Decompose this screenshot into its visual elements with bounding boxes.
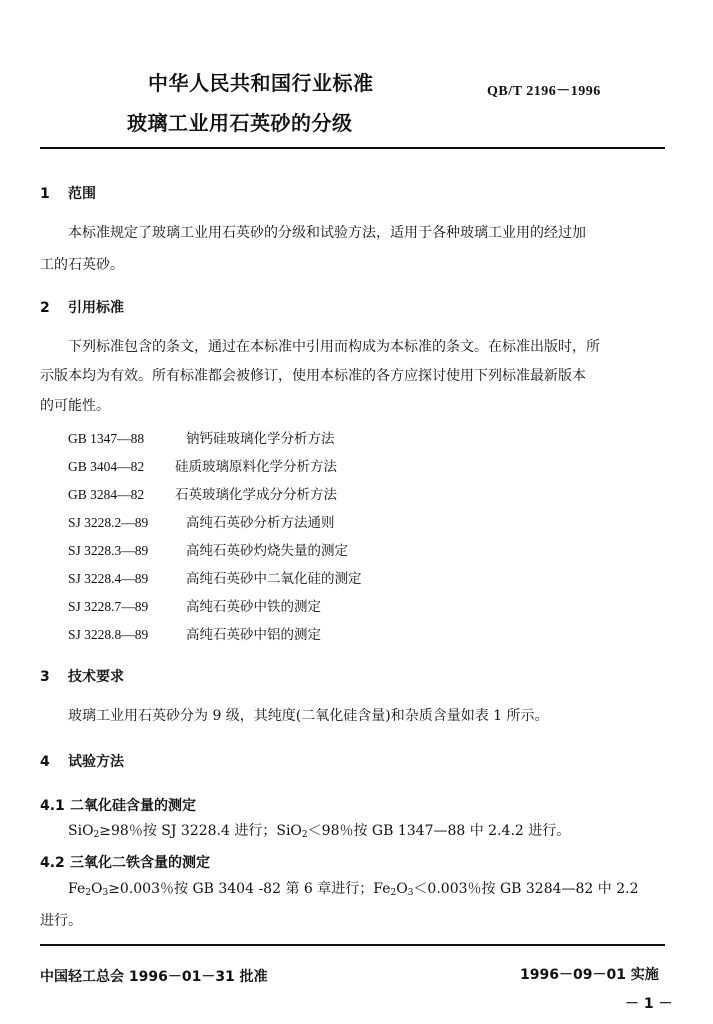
- reference-item: [68, 623, 321, 643]
- subsection-4-1-heading: [40, 795, 196, 815]
- reference-title: 硅质玻璃原料化学分析方法: [175, 459, 337, 475]
- formula-text: ≥0.003％按 GB 3404 -82 第 6 章进行；Fe: [108, 881, 391, 897]
- section-4-heading: [40, 751, 124, 771]
- reference-title: 高纯石英砂中二氧化硅的测定: [186, 571, 362, 587]
- formula-subscript: 2: [93, 830, 100, 840]
- section-2-heading: [40, 297, 124, 317]
- section-2-paragraph-line2: 示版本均为有效。所有标准都会被修订，使用本标准的各方应探讨使用下列标准最新版本: [40, 368, 586, 384]
- section-2-paragraph-line1: 下列标准包含的条文，通过在本标准中引用而构成为本标准的条文。在标准出版时，所: [68, 339, 600, 355]
- reference-title: 高纯石英砂中铝的测定: [186, 627, 321, 643]
- section-4-number: 4: [40, 754, 50, 770]
- standard-code: QB/T 2196－1996: [487, 84, 601, 99]
- reference-code: SJ 3228.8—89: [68, 627, 149, 642]
- subsection-4-2-number: 4.2: [40, 855, 65, 871]
- formula-text: Fe: [68, 881, 86, 897]
- reference-item: [68, 539, 348, 559]
- subsection-4-1-number: 4.1: [40, 798, 65, 814]
- subsection-4-1-title: 二氧化硅含量的测定: [70, 798, 196, 814]
- formula-text: SiO: [68, 823, 94, 839]
- formula-text: ＜98％按 GB 1347—88 中 2.4.2 进行。: [307, 823, 571, 839]
- section-1-number: 1: [40, 186, 50, 202]
- approval-line: 中国轻工总会 1996－01－31 批准: [40, 969, 268, 985]
- page-number: － 1 －: [625, 996, 673, 1012]
- reference-item: [68, 427, 335, 447]
- formula-subscript: 3: [102, 888, 109, 898]
- effective-date: 1996－09－01 实施: [520, 967, 659, 983]
- document-title: 玻璃工业用石英砂的分级: [127, 111, 353, 135]
- formula-subscript: 2: [301, 830, 308, 840]
- section-4-title: 试验方法: [68, 754, 124, 770]
- reference-item: [68, 483, 337, 503]
- reference-code: SJ 3228.2—89: [68, 515, 149, 530]
- section-1-paragraph-line2: 工的石英砂。: [40, 257, 124, 273]
- header-rule: [40, 147, 665, 149]
- reference-code: GB 3404—82: [68, 459, 145, 474]
- footer-rule: [40, 944, 665, 946]
- formula-text: ＜0.003％按 GB 3284—82 中 2.2: [413, 881, 639, 897]
- formula-text: ≥98％按 SJ 3228.4 进行；SiO: [99, 823, 302, 839]
- section-1-title: 范围: [68, 186, 96, 202]
- reference-title: 高纯石英砂中铁的测定: [186, 599, 321, 615]
- reference-title: 石英玻璃化学成分分析方法: [175, 487, 337, 503]
- reference-code: SJ 3228.4—89: [68, 571, 149, 586]
- reference-code: SJ 3228.3—89: [68, 543, 149, 558]
- section-2-title: 引用标准: [68, 300, 124, 316]
- formula-subscript: 3: [407, 888, 414, 898]
- subsection-4-1-text: [68, 822, 570, 844]
- reference-code: SJ 3228.7—89: [68, 599, 149, 614]
- reference-code: GB 3284—82: [68, 487, 145, 502]
- section-3-heading: [40, 666, 124, 686]
- subsection-4-2-heading: [40, 852, 210, 872]
- formula-text: O: [90, 881, 103, 897]
- section-3-number: 3: [40, 669, 50, 685]
- subsection-4-2-text-line1: [68, 880, 639, 902]
- section-3-title: 技术要求: [68, 669, 124, 685]
- section-2-number: 2: [40, 300, 50, 316]
- reference-item: [68, 511, 335, 531]
- formula-text: O: [396, 881, 408, 897]
- reference-title: 钠钙硅玻璃化学分析方法: [186, 431, 335, 447]
- formula-subscript: 2: [390, 888, 397, 898]
- section-2-paragraph-line3: 的可能性。: [40, 398, 110, 414]
- subsection-4-2-text-line2: 进行。: [40, 913, 82, 929]
- section-1-paragraph-line1: 本标准规定了玻璃工业用石英砂的分级和试验方法，适用于各种玻璃工业用的经过加: [68, 225, 586, 241]
- section-3-paragraph: 玻璃工业用石英砂分为 9 级，其纯度(二氧化硅含量)和杂质含量如表 1 所示。: [68, 708, 549, 724]
- section-1-heading: [40, 183, 96, 203]
- industry-standard-heading: 中华人民共和国行业标准: [148, 71, 374, 95]
- reference-title: 高纯石英砂分析方法通则: [186, 515, 335, 531]
- reference-item: [68, 595, 321, 615]
- reference-item: [68, 567, 362, 587]
- formula-subscript: 2: [85, 888, 91, 898]
- reference-item: [68, 455, 337, 475]
- reference-title: 高纯石英砂灼烧失量的测定: [186, 543, 348, 559]
- reference-code: GB 1347—88: [68, 431, 145, 446]
- subsection-4-2-title: 三氧化二铁含量的测定: [70, 855, 210, 871]
